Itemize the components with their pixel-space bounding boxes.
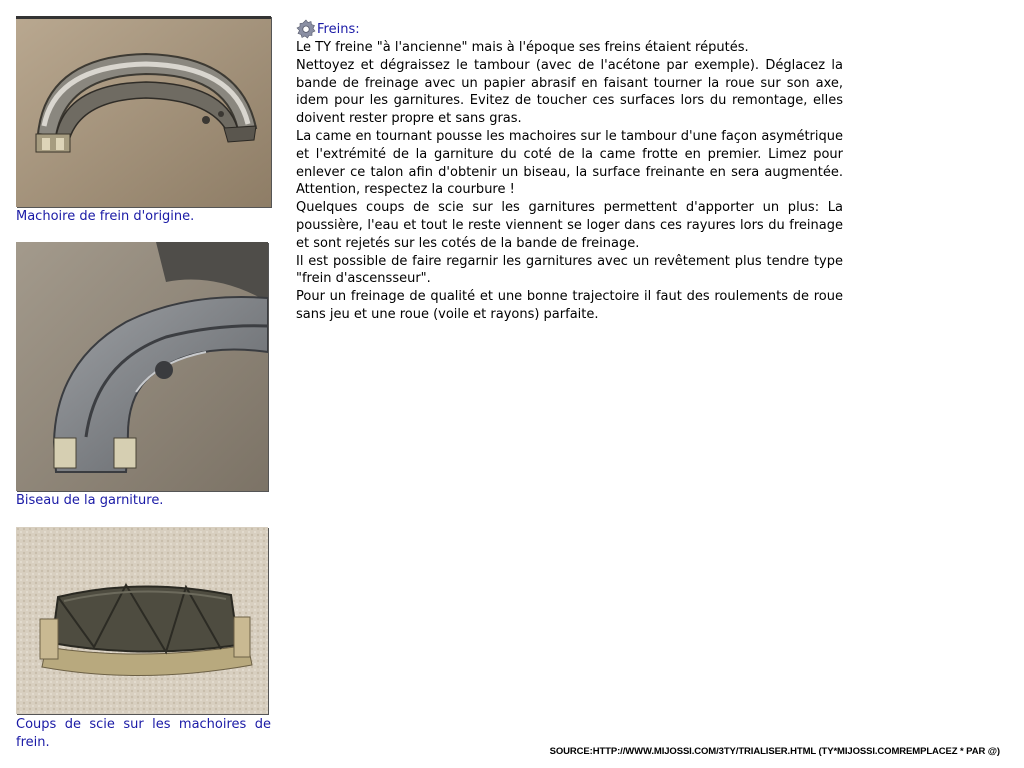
article-heading-text: Freins: [317, 22, 360, 38]
brake-shoe-saw-cuts-photo [16, 527, 268, 714]
paragraph: La came en tournant pousse les machoires sur le tambour d'une façon asymétrique et l'extrémité de la garniture du coté de la came frotte en premier. Limez pour enlever ce talon afin d'obtenir un biseau, la surface freinante en sera augmentée. Attention, respectez la courbure ! [296, 128, 843, 198]
paragraph: Il est possible de faire regarnir les garnitures avec un revêtement plus tendre type "frein d'ascensseur". [296, 253, 843, 287]
paragraph: Pour un freinage de qualité et une bonne trajectoire il faut des roulements de roue sans jeu et une roue (voile et rayons) parfaite. [296, 289, 843, 322]
paragraph: Le TY freine "à l'ancienne" mais à l'époque ses freins étaient réputés. [296, 40, 749, 55]
article [296, 19, 843, 324]
figure-caption-3: Coups de scie sur les machoires de frein. [16, 717, 271, 750]
gear-icon [296, 19, 316, 39]
figure-caption-2: Biseau de la garniture. [16, 493, 164, 508]
figure-caption-1: Machoire de frein d'origine. [16, 209, 195, 224]
brake-shoe-original-photo [16, 16, 271, 207]
paragraph: Quelques coups de scie sur les garnitures permettent d'apporter un plus: La poussière, l'eau et tout le reste viennent se loger dans ces rayures lors du freinage et sont rejetés sur les cotés de la bande de freinage. [296, 200, 843, 251]
source-note: SOURCE:HTTP://WWW.MIJOSSI.COM/3TY/TRIALISER.HTML (TY*MIJOSSI.COMREMPLACEZ * PAR @) [549, 746, 1000, 757]
paragraph: Nettoyez et dégraissez le tambour (avec de l'acétone par exemple). Déglacez la bande de freinage avec un papier abrasif en faisant tourner la roue sur son axe, idem pour les garnitures. Evitez de toucher ces surfaces lors du remontage, elles doivent rester propre et sans gras. [296, 57, 843, 127]
brake-lining-bevel-photo [16, 242, 268, 491]
article-heading [296, 19, 843, 39]
